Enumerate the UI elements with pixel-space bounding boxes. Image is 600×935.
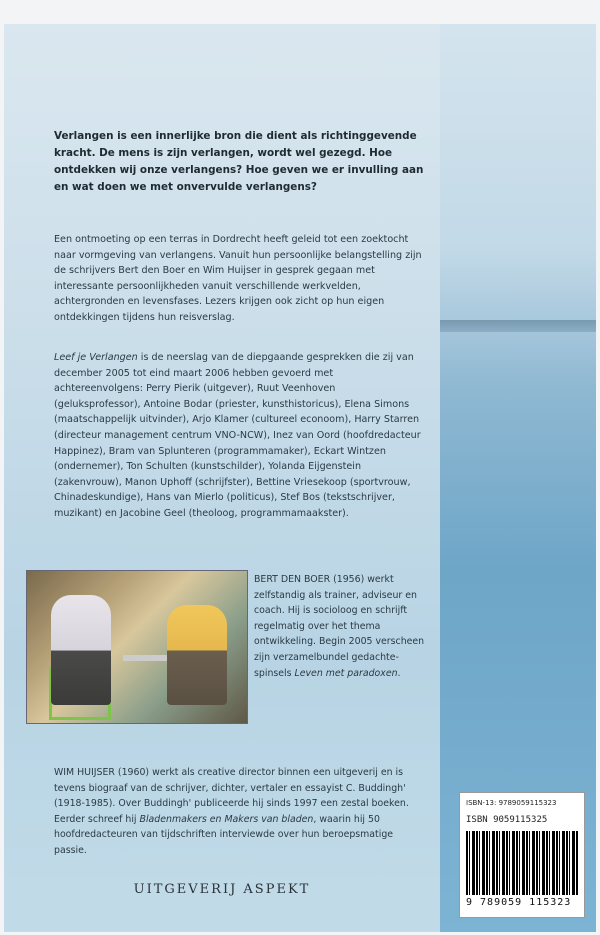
- intro-paragraph: Verlangen is een innerlijke bron die dient als richtinggevende kracht. De mens is zijn verlangen, wordt wel gezegd. Hoe ontdekken wij onze verlangens? Hoe geven we er invulling aan en wat doen we met onvervulde verlangens?: [54, 130, 424, 193]
- horizon-line: [440, 320, 596, 332]
- interviews-paragraph: [54, 350, 424, 522]
- author-bert-name: BERT DEN BOER (1956): [254, 574, 365, 585]
- author-bert-figure: [51, 595, 111, 705]
- description-paragraph: Een ontmoeting op een terras in Dordrecht heeft geleid tot een zoektocht naar vormgeving van verlangens. Vanuit hun persoonlijke belangstelling zijn de schrijvers Bert den Boer en Wim Huijser in gesprek gegaan met interessante persoonlijkheden vanuit verschillende werkvelden, achtergronden en levensfases. Lezers krijgen ook zicht op hun eigen ontdekkingen tijdens hun reisverslag.: [54, 234, 422, 323]
- isbn10-label: ISBN 9059115325: [466, 815, 548, 825]
- author-bert-book: Leven met paradoxen: [294, 667, 398, 679]
- author-wim-book: Bladenmakers en Makers van bladen: [139, 813, 314, 825]
- barcode-bars: [466, 831, 578, 895]
- isbn13-label: ISBN-13: 9789059115323: [466, 799, 557, 807]
- author-wim-name: WIM HUIJSER (1960): [54, 767, 150, 778]
- author-bert-bio-text: werkt zelfstandig als trainer, adviseur en coach. Hij is socioloog en schrijft regelmatig over het thema ontwikkeling. Begin 2005 verscheen zijn verzamelbundel gedachte-spinsels: [254, 574, 425, 679]
- author-wim-bio: [54, 765, 424, 859]
- barcode-box: [459, 792, 585, 918]
- table: [123, 655, 173, 661]
- author-wim-bio-end: , waarin hij 50 hoofdredacteuren van tijdschriften interviewde over hun beroepsmatige passie.: [54, 813, 394, 856]
- authors-photo: [26, 570, 248, 724]
- author-bert-bio: [254, 572, 434, 681]
- interviews-text: is de neerslag van de diepgaande gesprekken die zij van december 2005 tot eind maart 2006 hebben gevoerd met achtereenvolgens: Perry Pierik (uitgever), Ruut Veenhoven (geluksprofessor), Antoine Bodar (priester, kunsthistoricus), Elena Simons (maatschappelijk uitvinder), Arjo Klamer (cultureel econoom), Harry Starren (directeur management centrum VNO-NCW), Inez van Oord (hoofdredacteur Happinez), Bram van Splunteren (programmamaker), Eckart Wintzen (ondernemer), Ton Schulten (kunstschilder), Yolanda Eijgenstein (zakenvrouw), Manon Uphoff (schrijfster), Bettine Vriesekoop (sportvrouw, Chinadeskundige), Hans van Mierlo (politicus), Stef Bos (tekstschrijver, muzikant) en Jacobine Geel (theoloog, programmamaakster).: [54, 352, 421, 519]
- book-back-cover: [4, 24, 596, 932]
- author-bert-bio-end: .: [397, 667, 401, 679]
- barcode-number: 9 789059 115323: [466, 897, 572, 908]
- book-title: Leef je Verlangen: [54, 352, 138, 363]
- author-wim-figure: [167, 605, 227, 705]
- author-wim-bio-text: werkt als creative director binnen een uitgeverij en is tevens biograaf van de schrijver, dichter, vertaler en essayist C. Buddingh' (1918-1985). Over Buddingh' publiceerde hij sinds 1997 een zestal boeken. Eerder schreef hij: [54, 767, 409, 825]
- publisher-name: UITGEVERIJ ASPEKT: [133, 882, 311, 897]
